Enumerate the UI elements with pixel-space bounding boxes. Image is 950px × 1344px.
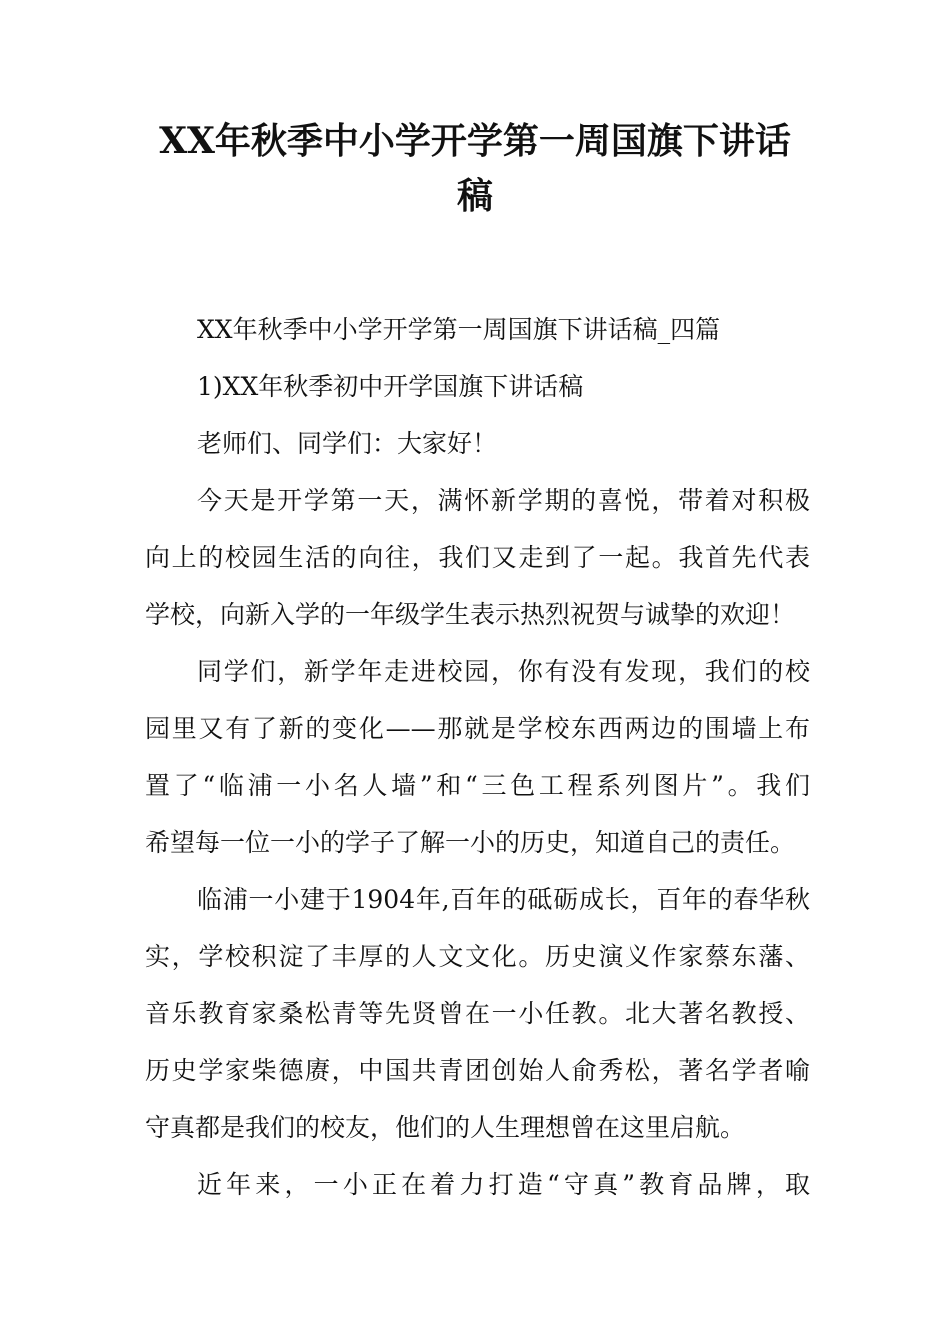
paragraph-line: 今天是开学第一天，满怀新学期的喜悦，带着对积极 xyxy=(197,486,810,515)
paragraph-line: 学校，向新入学的一年级学生表示热烈祝贺与诚挚的欢迎！ xyxy=(145,600,796,629)
paragraph-line: 向上的校园生活的向往，我们又走到了一起。我首先代表 xyxy=(145,543,810,572)
paragraph-line: 音乐教育家桑松青等先贤曾在一小任教。北大著名教授、 xyxy=(145,999,810,1028)
paragraph-line: 临浦一小建于1904年,百年的砥砺成长，百年的春华秋 xyxy=(197,885,810,914)
title-line-1: XX年秋季中小学开学第一周国旗下讲话 xyxy=(159,120,791,162)
paragraph-line: 近年来，一小正在着力打造“守真”教育品牌，取 xyxy=(197,1170,810,1199)
title-line-2: 稿 xyxy=(456,175,493,217)
subtitle-line: XX年秋季中小学开学第一周国旗下讲话稿_四篇 xyxy=(197,315,721,344)
paragraph-line: 园里又有了新的变化——那就是学校东西两边的围墙上布 xyxy=(145,714,810,743)
paragraph-line: 守真都是我们的校友，他们的人生理想曾在这里启航。 xyxy=(145,1113,746,1142)
paragraph-line: 希望每一位一小的学子了解一小的历史，知道自己的责任。 xyxy=(145,828,796,857)
document-title xyxy=(130,114,820,224)
document-body xyxy=(145,301,810,1213)
paragraph-line: 同学们，新学年走进校园，你有没有发现，我们的校 xyxy=(197,657,810,686)
paragraph-line: 实，学校积淀了丰厚的人文文化。历史演义作家蔡东藩、 xyxy=(145,942,810,971)
greeting-line: 老师们、同学们：大家好！ xyxy=(197,429,498,458)
paragraph-line: 置了“临浦一小名人墙”和“三色工程系列图片”。我们 xyxy=(145,771,810,800)
paragraph-line: 历史学家柴德赓，中国共青团创始人俞秀松，著名学者喻 xyxy=(145,1056,810,1085)
section-heading: 1)XX年秋季初中开学国旗下讲话稿 xyxy=(197,372,584,401)
